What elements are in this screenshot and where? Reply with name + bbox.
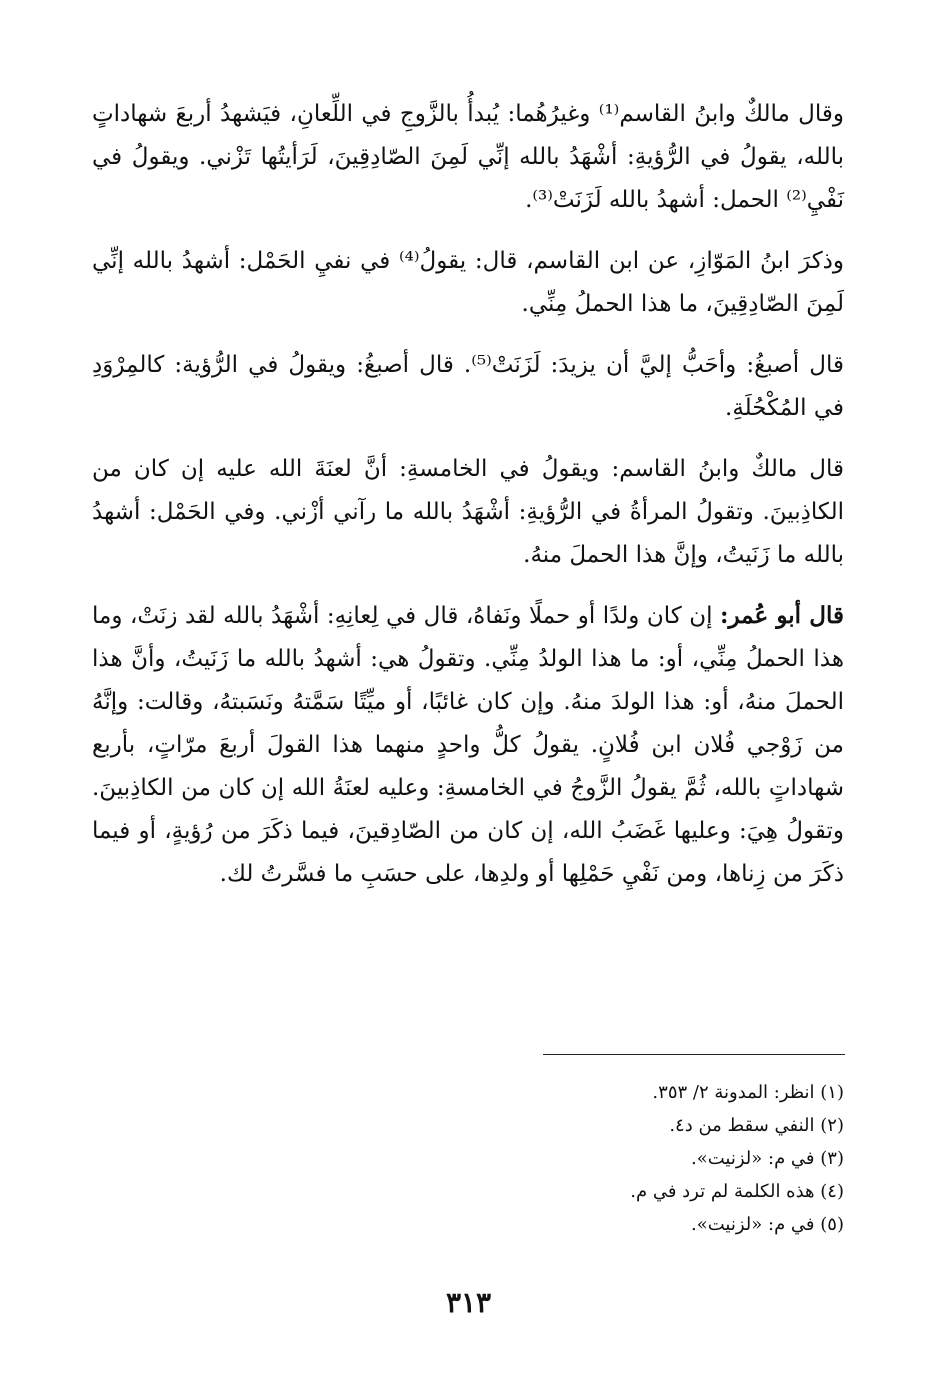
- footnote-separator: [543, 1054, 845, 1055]
- paragraph-text: قال أصبغُ: وأحَبُّ إليَّ أن يزيدَ: لَزَنَتْ⁽⁵⁾. قال أصبغُ: ويقولُ في الرُّؤية: كالمِرْوَدِ في المُكْحُلَةِ.: [92, 352, 844, 421]
- footnote-2: (٢) النفي سقط من د٤.: [669, 1115, 844, 1136]
- paragraph-4: [92, 447, 844, 577]
- paragraph-text: قال مالكٌ وابنُ القاسم: ويقولُ في الخامسةِ: أنَّ لعنَةَ الله عليه إن كان من الكاذِبينَ. وتقولُ المرأةُ في الرُّؤيةِ: أشْهَدُ بالله ما رآني أزْني. وفي الحَمْل: أشهدُ بالله ما زَنَيتُ، وإنَّ هذا الحملَ منهُ.: [92, 456, 844, 568]
- main-text: [92, 92, 844, 913]
- footnote-5: (٥) في م: «لزنيت».: [691, 1214, 844, 1235]
- footnotes: [92, 1076, 844, 1241]
- paragraph-3: [92, 343, 844, 430]
- footnote-1: (١) انظر: المدونة ٢/ ٣٥٣.: [652, 1082, 844, 1103]
- paragraph-1: [92, 92, 844, 222]
- paragraph-lead: قال أبو عُمر:: [720, 602, 844, 629]
- paragraph-text: إن كان ولدًا أو حملًا ونَفاهُ، قال في لِعانِهِ: أشْهَدُ بالله لقد زنَتْ، وما هذا الحملُ مِنِّي، أو: ما هذا الولدُ مِنِّي. وتقولُ هي: أشهدُ بالله ما زَنَيتُ، وأنَّ هذا الحملَ منهُ، أو: هذا الولدَ منهُ. وإن كان غائبًا، أو ميِّتًا سَمَّتهُ ونَسَبتهُ، وقالت: وإنَّهُ من زَوْجي فُلان ابن فُلانٍ. يقولُ كلُّ واحدٍ منهما هذا القولَ أربعَ مرّاتٍ، بأربع شهاداتٍ بالله، ثُمَّ يقولُ الزَّوجُ في الخامسةِ: وعليه لعنَةُ الله إن كان من الكاذِبينَ. وتقولُ هِيَ: وعليها غَضَبُ الله، إن كان من الصّادِقينَ، فيما ذكَرَ من رُؤيةٍ، أو فيما ذكَرَ من زِناها، ومن نَفْيِ حَمْلِها أو ولدِها، على حسَبِ ما فسَّرتُ لك.: [92, 603, 844, 887]
- footnote-4: (٤) هذه الكلمة لم ترد في م.: [630, 1181, 844, 1202]
- page-number: ٣١٣: [445, 1286, 492, 1319]
- paragraph-text: وقال مالكٌ وابنُ القاسم⁽¹⁾ وغيرُهُما: يُبدأُ بالزَّوجِ في اللِّعانِ، فيَشهدُ أربعَ شهاداتٍ بالله، يقولُ في الرُّؤيةِ: أشْهَدُ بالله إنِّي لَمِنَ الصّادِقِينَ، لَرَأيتُها تَزْني. ويقولُ في نَفْيِ⁽²⁾ الحمل: أشهدُ بالله لَزَنَتْ⁽³⁾.: [92, 101, 844, 213]
- paragraph-5: [92, 594, 844, 896]
- paragraph-text: وذكرَ ابنُ المَوّازِ، عن ابن القاسم، قال: يقولُ⁽⁴⁾ في نفيِ الحَمْل: أشهدُ بالله إنِّي لَمِنَ الصّادِقِينَ، ما هذا الحملُ مِنِّي.: [92, 248, 844, 317]
- footnote-3: (٣) في م: «لزنيت».: [691, 1148, 844, 1169]
- paragraph-2: [92, 239, 844, 326]
